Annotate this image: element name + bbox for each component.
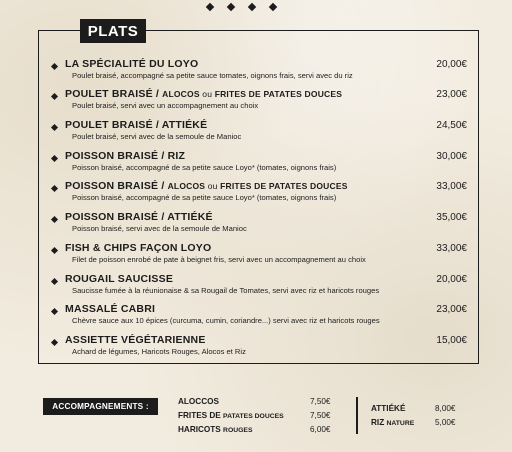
item-description: Chèvre sauce aux 10 épices (curcuma, cumin, coriandre...) servi avec riz et haricots rouges xyxy=(72,316,380,325)
item-description: Poisson braisé, accompagné de sa petite sauce Loyo* (tomates, oignons frais) xyxy=(72,163,337,172)
side-dish-name: ATTIÉKÉ xyxy=(371,404,406,413)
item-price: 24,50€ xyxy=(436,120,467,131)
item-description: Achard de légumes, Haricots Rouges, Alocos et Riz xyxy=(72,347,246,356)
item-price: 35,00€ xyxy=(436,212,467,223)
accompagnements-label: ACCOMPAGNEMENTS : xyxy=(43,398,158,415)
item-price: 33,00€ xyxy=(436,243,467,254)
item-name: POULET BRAISÉ / ATTIÉKÉ xyxy=(65,119,208,131)
item-name: POISSON BRAISÉ / ATTIÉKÉ xyxy=(65,211,213,223)
side-dish-price: 7,50€ xyxy=(310,411,331,420)
item-price: 23,00€ xyxy=(436,304,467,315)
side-dish-price: 8,00€ xyxy=(435,404,456,413)
item-description: Poulet braisé, accompagné sa petite sauce tomates, oignons frais, servi avec du riz xyxy=(72,71,353,80)
item-price: 33,00€ xyxy=(436,181,467,192)
side-dish-name: ALOCCOS xyxy=(178,397,219,406)
divider xyxy=(356,397,358,434)
diamond-icon xyxy=(206,3,214,11)
item-name: ROUGAIL SAUCISSE xyxy=(65,273,174,285)
item-description: Poisson braisé, accompagné de sa petite sauce Loyo* (tomates, oignons frais) xyxy=(72,193,337,202)
item-price: 20,00€ xyxy=(436,274,467,285)
item-description: Saucisse fumée à la réunionaise & sa Rougail de Tomates, servi avec riz et haricots rouges xyxy=(72,286,380,295)
diamond-icon xyxy=(248,3,256,11)
item-price: 30,00€ xyxy=(436,151,467,162)
item-name: POULET BRAISÉ / ALOCOS ou FRITES DE PATATES DOUCES xyxy=(65,88,343,100)
item-description: Poulet braisé, servi avec de la semoule de Manioc xyxy=(72,132,242,141)
diamond-icon xyxy=(227,3,235,11)
side-dish-name: FRITES DE PATATES DOUCES xyxy=(178,411,284,420)
side-dish-price: 6,00€ xyxy=(310,425,331,434)
item-name: ASSIETTE VÉGÉTARIENNE xyxy=(65,334,206,346)
item-price: 23,00€ xyxy=(436,89,467,100)
section-title: PLATS xyxy=(80,19,146,43)
item-name: POISSON BRAISÉ / ALOCOS ou FRITES DE PATATES DOUCES xyxy=(65,180,348,192)
side-dish-price: 7,50€ xyxy=(310,397,331,406)
item-price: 15,00€ xyxy=(436,335,467,346)
diamond-icon xyxy=(269,3,277,11)
item-name: FISH & CHIPS FAÇON LOYO xyxy=(65,242,212,254)
item-name: POISSON BRAISÉ / RIZ xyxy=(65,150,186,162)
side-dish-name: HARICOTS ROUGES xyxy=(178,425,253,434)
item-description: Filet de poisson enrobé de pate à beignet fris, servi avec un accompagnement au choix xyxy=(72,255,366,264)
item-price: 20,00€ xyxy=(436,59,467,70)
item-name: LA SPÉCIALITÉ DU LOYO xyxy=(65,58,199,70)
item-description: Poulet braisé, servi avec un accompagnement au choix xyxy=(72,101,259,110)
side-dish-name: RIZ NATURE xyxy=(371,418,415,427)
side-dish-price: 5,00€ xyxy=(435,418,456,427)
item-name: MASSALÉ CABRI xyxy=(65,303,156,315)
decorative-diamonds xyxy=(207,4,276,10)
item-description: Poisson braisé, servi avec de la semoule de Manioc xyxy=(72,224,247,233)
